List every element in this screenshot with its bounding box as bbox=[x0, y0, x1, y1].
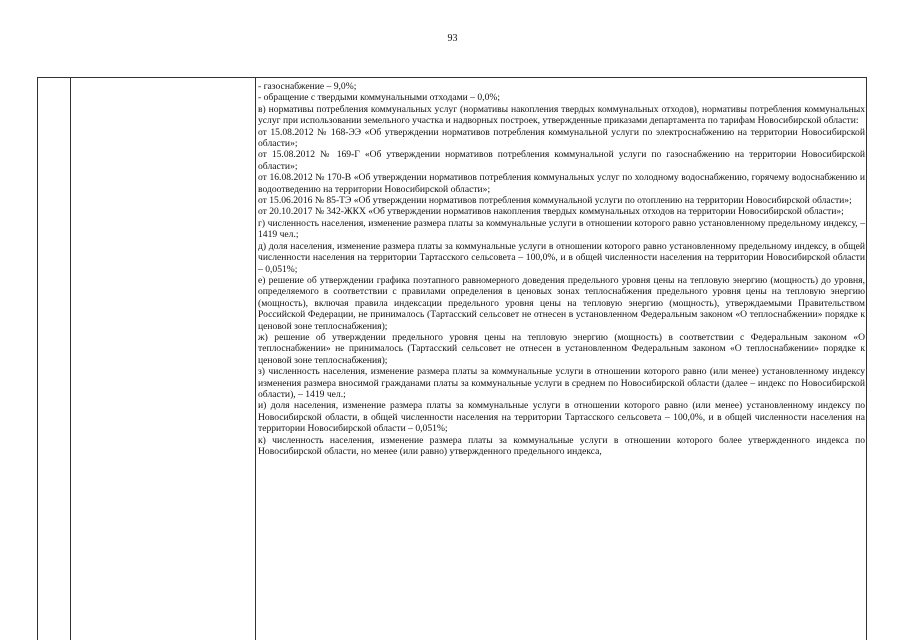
paragraph: к) численность населения, изменение размера платы за коммунальные услуги в отношении которого более утвержденного индекса по Новосибирской области, но менее (или равно) утвержденного предельного индекса, bbox=[258, 434, 865, 457]
paragraph: от 15.06.2016 № 85-ТЭ «Об утверждении нормативов потребления коммунальной услуги по отоплению на территории Новосибирской области»; bbox=[258, 195, 852, 207]
page-number: 93 bbox=[447, 33, 458, 44]
paragraph: от 16.08.2012 № 170-В «Об утверждении нормативов потребления коммунальных услуг по холодному водоснабжению, горячему водоснабжению и водоотведению на территории Новосибирской области»; bbox=[258, 172, 865, 195]
paragraph: и) доля населения, изменение размера платы за коммунальные услуги в отношении которого равно (или менее) установленному индексу по Новосибирской области, в общей численности населения на территории Тартасского сельсовета – 100,0%, и в общей численности населения на территории Новосибирской области – 0,051%; bbox=[258, 400, 865, 435]
paragraph: е) решение об утверждении графика поэтапного равномерного доведения предельного уровня цены на тепловую энергию (мощность) до уровня, определяемого в соответствии с правилами определения в ценовых зонах теплоснабжения предельного уровня цены на тепловую энергию (мощность), включая правила индексации предельного уровня цены на тепловую энергию (мощность), утверждаемыми Правительством Российской Федерации, не принималось (Тартасский сельсовет не отнесен в установленном Федеральным законом «О теплоснабжении» порядке к ценовой зоне теплоснабжения); bbox=[258, 274, 865, 332]
paragraph: в) нормативы потребления коммунальных услуг (нормативы накопления твердых коммунальных отходов), нормативы потребления коммунальных услуг при использовании земельного участка и надворных построек, утвержденные приказами департамента по тарифам Новосибирской области: bbox=[258, 103, 865, 127]
paragraph: от 15.08.2012 № 168-ЭЭ «Об утверждении нормативов потребления коммунальной услуги по электроснабжению на территории Новосибирской области»; bbox=[258, 126, 865, 150]
paragraph: г) численность населения, изменение размера платы за коммунальные услуги в отношении которого равно установленному предельному индексу, – 1419 чел.; bbox=[258, 217, 865, 241]
paragraph: - обращение с твердыми коммунальными отходами – 0,0%; bbox=[258, 92, 501, 104]
paragraph: от 15.08.2012 № 169-Г «Об утверждении нормативов потребления коммунальной услуги по газоснабжению на территории Новосибирской области»; bbox=[258, 149, 865, 172]
paragraph: д) доля населения, изменение размера платы за коммунальные услуги в отношении которого равно установленному предельному индексу, в общей численности населения на территории Тартасского сельсовета – 100,0%, и в общей численности населения на территории Новосибирской области – 0,051%; bbox=[258, 240, 865, 275]
paragraph: з) численность населения, изменение размера платы за коммунальные услуги в отношении которого равно (или менее) установленному индексу изменения размера вносимой гражданами платы за коммунальные услуги в среднем по Новосибирской области (далее – индекс по Новосибирской области), – 1419 чел.; bbox=[258, 366, 865, 400]
table-column-divider bbox=[255, 78, 256, 640]
paragraph: ж) решение об утверждении предельного уровня цены на тепловую энергию (мощность) в соответствии с Федеральным законом «О теплоснабжении» не принималось (Тартасский сельсовет не отнесен в установленном Федеральным законом «О теплоснабжении» порядке к ценовой зоне теплоснабжения); bbox=[258, 331, 865, 366]
document-table bbox=[37, 77, 867, 640]
table-content-cell bbox=[258, 81, 865, 457]
paragraph: от 20.10.2017 № 342-ЖКХ «Об утверждении нормативов накопления твердых коммунальных отходов на территории Новосибирской области»; bbox=[258, 206, 844, 218]
table-column-divider bbox=[70, 78, 71, 640]
paragraph: - газоснабжение – 9,0%; bbox=[258, 81, 357, 92]
